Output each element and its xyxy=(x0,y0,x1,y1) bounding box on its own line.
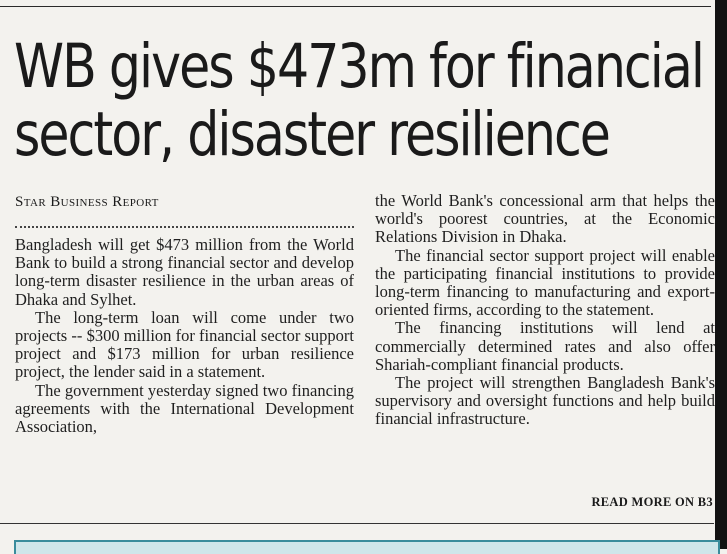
column-left xyxy=(15,236,354,436)
paragraph-3-continued xyxy=(375,192,715,247)
paragraph-3-text: The government yesterday signed two financing agreements with the International Development Association, xyxy=(15,380,354,437)
paragraph-3-continued-text: the World Bank's concessional arm that helps the world's poorest countries, at the Economic Relations Division in Dhaka. xyxy=(375,191,715,247)
headline-line-2: sector, disaster resilience xyxy=(14,99,609,170)
page-edge-bar xyxy=(715,0,727,549)
paragraph-5: The financing institutions will lend at commercially determined rates and also offer Shariah-compliant financial products. xyxy=(375,318,715,374)
bottom-rule xyxy=(0,523,714,524)
dotted-separator xyxy=(15,226,354,228)
next-story-box xyxy=(14,540,720,554)
paragraph-2: The long-term loan will come under two projects -- $300 million for financial sector support project and $173 million for urban resilience project, the lender said in a statement. xyxy=(15,307,354,382)
paragraph-6: The project will strengthen Bangladesh Bank's supervisory and oversight functions and help build financial infrastructure. xyxy=(375,373,715,429)
paragraph-4: The financial sector support project will enable the participating financial institutions to provide long-term financing to manufacturing and export-oriented firms, according to the statement. xyxy=(375,245,715,320)
paragraph-3-start xyxy=(15,382,354,437)
top-rule xyxy=(0,6,711,7)
headline-line-1: WB gives $473m for financial xyxy=(14,31,703,102)
column-right xyxy=(375,192,715,429)
read-more-link[interactable]: READ MORE ON B3 xyxy=(591,495,713,509)
headline xyxy=(14,31,703,170)
byline: Star Business Report xyxy=(15,194,159,210)
paragraph-1: Bangladesh will get $473 million from the World Bank to build a strong financial sector and develop long-term disaster resilience in the urban areas of Dhaka and Sylhet. xyxy=(15,235,354,309)
